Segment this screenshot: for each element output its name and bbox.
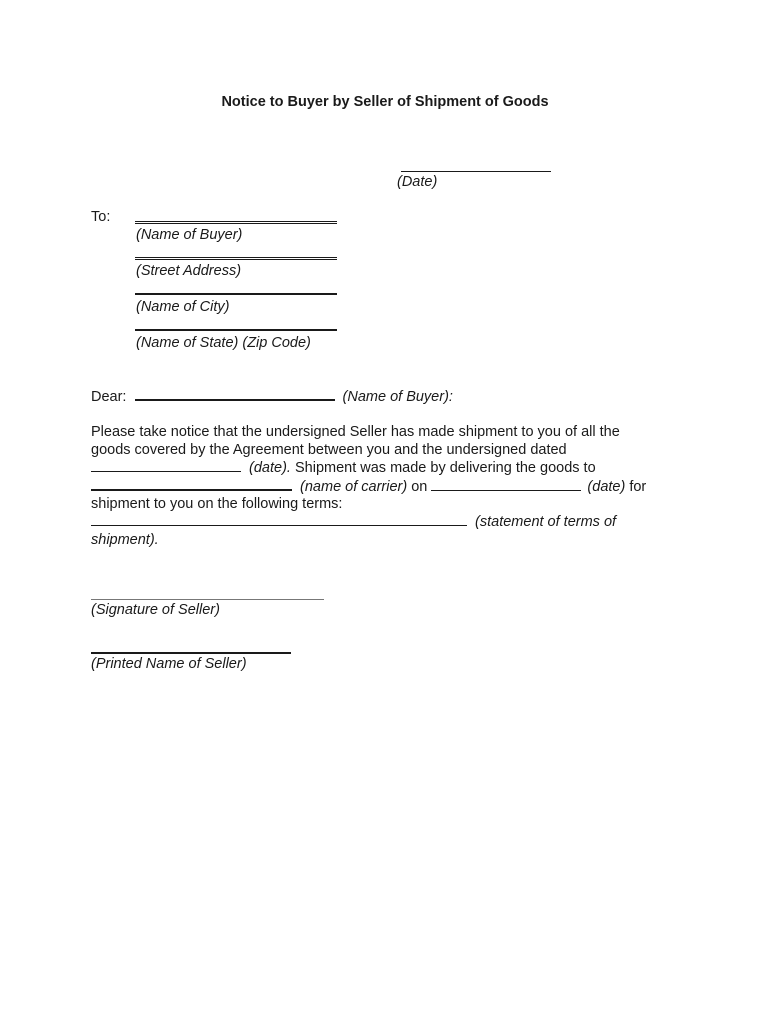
signature-blank-line[interactable]	[91, 599, 324, 600]
shipment-made-text: Shipment was made by delivering the goods to	[290, 460, 596, 476]
salutation-line	[91, 387, 453, 406]
shipment-date-blank[interactable]	[431, 478, 581, 491]
body-line-1: Please take notice that the undersigned Seller has made shipment to you of all the	[91, 424, 620, 440]
carrier-name-blank[interactable]	[91, 477, 292, 491]
body-line-7: shipment).	[91, 532, 159, 548]
salutation-name-blank[interactable]	[135, 387, 335, 401]
city-blank-line[interactable]	[135, 293, 337, 295]
state-zip-blank-line[interactable]	[135, 329, 337, 331]
document-title: Notice to Buyer by Seller of Shipment of Goods	[221, 94, 549, 110]
body-line-4	[91, 477, 646, 496]
carrier-name-label: (name of carrier)	[300, 479, 408, 495]
body-line-6	[91, 513, 616, 531]
on-text: on	[407, 479, 432, 495]
to-label: To:	[91, 209, 111, 225]
terms-statement-label: (statement of terms of	[475, 514, 617, 530]
agreement-date-blank[interactable]	[91, 459, 241, 472]
shipment-date-label: (date)	[587, 479, 626, 495]
buyer-name-label: (Name of Buyer)	[136, 227, 243, 243]
street-address-label: (Street Address)	[136, 263, 242, 279]
state-zip-label: (Name of State) (Zip Code)	[136, 335, 311, 351]
date-label: (Date)	[397, 174, 438, 190]
body-line-2: goods covered by the Agreement between you and the undersigned dated	[91, 442, 567, 458]
signature-label: (Signature of Seller)	[91, 602, 220, 618]
agreement-date-label: (date).	[249, 460, 291, 476]
street-address-blank-line[interactable]	[135, 257, 337, 260]
printed-name-label: (Printed Name of Seller)	[91, 656, 247, 672]
city-label: (Name of City)	[136, 299, 230, 315]
body-line-3	[91, 459, 596, 477]
printed-name-blank-line[interactable]	[91, 652, 291, 654]
for-text: for	[625, 479, 647, 495]
dear-label: Dear:	[91, 389, 127, 405]
terms-statement-blank[interactable]	[91, 513, 467, 526]
body-line-5: shipment to you on the following terms:	[91, 496, 343, 512]
date-blank-line[interactable]	[401, 171, 551, 172]
buyer-name-blank-line[interactable]	[135, 221, 337, 224]
salutation-suffix: (Name of Buyer):	[342, 389, 453, 405]
